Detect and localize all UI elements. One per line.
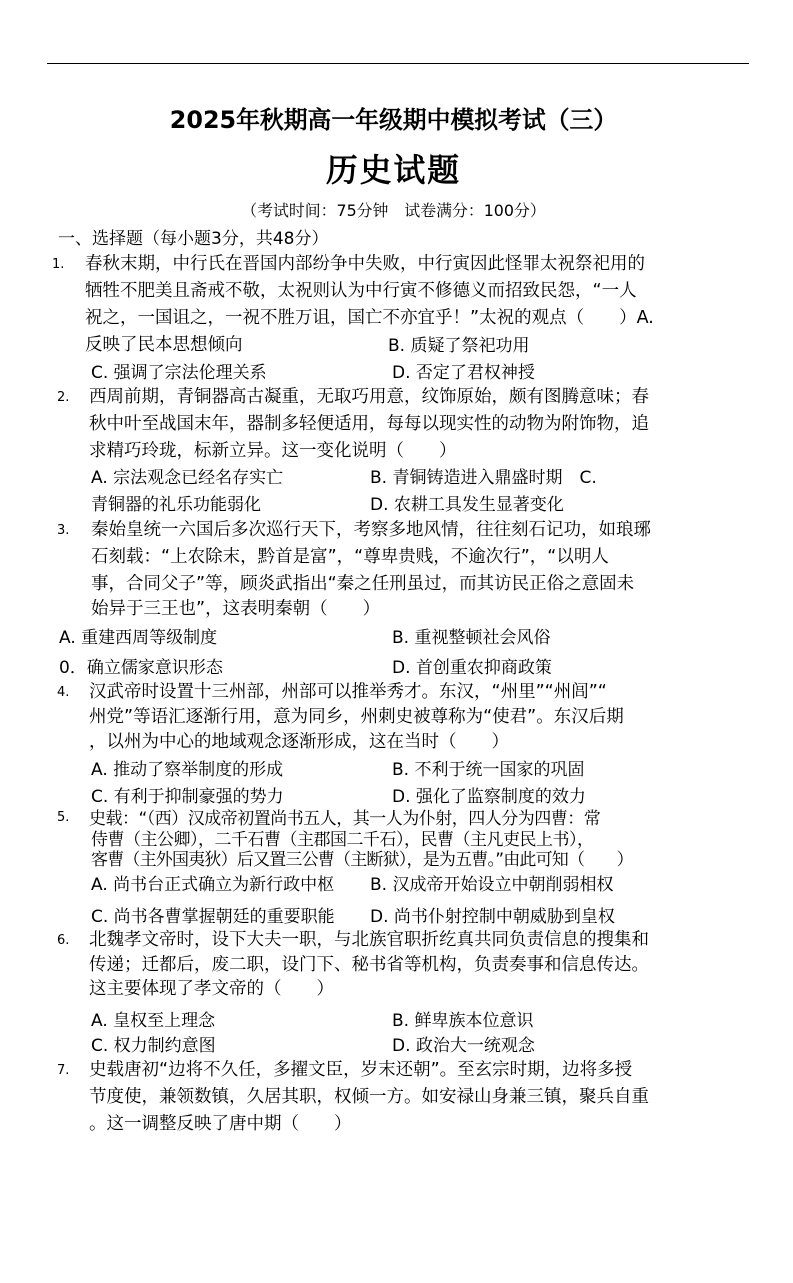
question-text-line: 秋中叶至战国末年，器制多轻便适用，每每以现实性的动物为附饰物，追 bbox=[89, 414, 649, 434]
option-a: A. 尚书台正式确立为新行政中枢 bbox=[91, 875, 335, 895]
option-b: B. 重视整顿社会风俗 bbox=[392, 628, 551, 648]
question-text-line: 传递；迁都后，废二职，设门下、秘书省等机构，负责奏事和信息传达。 bbox=[89, 955, 649, 975]
option-d: D. 尚书仆射控制中朝威胁到皇权 bbox=[370, 907, 615, 927]
option-b: B. 汉成帝开始设立中朝削弱相权 bbox=[370, 875, 614, 895]
question-text-line: 事，合同父子”等，顾炎武指出“秦之任刑虽过，而其访民正俗之意固未 bbox=[91, 574, 635, 594]
question-text-line: 侍曹（主公卿），二千石曹（主郡国二千石），民曹（主凡吏民上书）， bbox=[91, 830, 594, 850]
option-d: D. 强化了监察制度的效力 bbox=[392, 787, 586, 807]
option-c: C. 权力制约意图 bbox=[91, 1036, 216, 1056]
question-text-line: 。这一调整反映了唐中期（ ） bbox=[89, 1114, 352, 1134]
option-a: 反映了民本思想倾向 bbox=[85, 335, 243, 355]
exam-title: 2025年秋期高一年级期中模拟考试（三） bbox=[169, 106, 618, 134]
option-b: B. 质疑了祭祀功用 bbox=[388, 336, 530, 356]
question-text-line: 牺牲不肥美且斋戒不敬，太祝则认为中行寅不修德义而招致民怨，“一人 bbox=[85, 281, 637, 301]
question-text-line: 春秋末期，中行氏在晋国内部纷争中失败，中行寅因此怪罪太祝祭祀用的 bbox=[85, 254, 645, 274]
question-number: 2. bbox=[57, 390, 70, 405]
question-text-line: 求精巧玲珑，标新立异。这一变化说明（ ） bbox=[89, 441, 457, 461]
question-text-line: 石刻载：“上农除末，黔首是富”，“尊卑贵贱，不逾次行”，“以明人 bbox=[91, 547, 609, 567]
option-a: A. 重建西周等级制度 bbox=[59, 628, 218, 648]
option-b: B. 不利于统一国家的巩固 bbox=[392, 760, 585, 780]
option-a: A. 皇权至上理念 bbox=[91, 1011, 216, 1031]
question-text-line: 始异于三王也”，这表明秦朝（ ） bbox=[91, 599, 381, 619]
question-text-line: 史载唐初“边将不久任，多擢文臣，岁末还朝”。至玄宗时期，边将多授 bbox=[89, 1060, 633, 1080]
question-number: 3. bbox=[57, 523, 70, 538]
header-rule bbox=[47, 63, 749, 64]
question-text-line: 秦始皇统一六国后多次巡行天下，考察多地风情，往往刻石记功，如琅琊 bbox=[91, 520, 651, 540]
question-number: 6. bbox=[57, 933, 70, 948]
option-c: 青铜器的礼乐功能弱化 bbox=[91, 495, 261, 515]
question-text-line: 北魏孝文帝时，设下大夫一职，与北族官职折纥真共同负责信息的搜集和 bbox=[89, 930, 649, 950]
question-number: 1. bbox=[52, 257, 65, 272]
question-number: 4. bbox=[57, 685, 70, 700]
option-a: A. 推动了察举制度的形成 bbox=[91, 760, 284, 780]
question-text-line: 祝之，一国诅之，一祝不胜万诅，国亡不亦宜乎！”太祝的观点（ ）A. bbox=[85, 308, 654, 328]
option-c: 0．确立儒家意识形态 bbox=[59, 658, 223, 678]
question-number: 5. bbox=[57, 810, 70, 825]
option-d: D. 农耕工具发生显著变化 bbox=[370, 495, 564, 515]
option-c: C. 强调了宗法伦理关系 bbox=[91, 363, 267, 383]
option-d: D. 政治大一统观念 bbox=[392, 1036, 535, 1056]
question-text-line: 客曹（主外国夷狄）后又置三公曹（主断狱），是为五曹。”由此可知（ ） bbox=[91, 850, 633, 870]
option-a: A. 宗法观念已经名存实亡 bbox=[91, 468, 284, 488]
option-b: B. 青铜铸造进入鼎盛时期 C. bbox=[370, 468, 597, 488]
question-text-line: 这主要体现了孝文帝的（ ） bbox=[89, 979, 334, 999]
question-text-line: ，以州为中心的地域观念逐渐形成，这在当时（ ） bbox=[89, 732, 509, 752]
question-text-line: 西周前期，青铜器高古凝重，无取巧用意，纹饰原始，颇有图腾意味；春 bbox=[89, 387, 649, 407]
option-d: D. 否定了君权神授 bbox=[392, 363, 535, 383]
option-d: D. 首创重农抑商政策 bbox=[392, 658, 552, 678]
subject-title: 历史试题 bbox=[325, 151, 461, 189]
question-number: 7. bbox=[57, 1063, 70, 1078]
option-c: C. 有利于抑制豪强的势力 bbox=[91, 787, 284, 807]
option-c: C. 尚书各曹掌握朝廷的重要职能 bbox=[91, 907, 335, 927]
question-text-line: 节度使，兼领数镇，久居其职，权倾一方。如安禄山身兼三镇，聚兵自重 bbox=[89, 1087, 649, 1107]
section-heading: 一、选择题（每小题3分，共48分） bbox=[58, 229, 329, 249]
option-b: B. 鲜卑族本位意识 bbox=[392, 1011, 534, 1031]
exam-info: （考试时间：75分钟 试卷满分：100分） bbox=[241, 201, 546, 220]
question-text-line: 史载：“（西）汉成帝初置尚书五人，其一人为仆射，四人分为四曹：常 bbox=[89, 809, 601, 829]
question-text-line: 汉武帝时设置十三州部，州部可以推举秀才。东汉，“州里”“州闾”“ bbox=[89, 682, 607, 702]
question-text-line: 州党”等语汇逐渐行用，意为同乡，州刺史被尊称为“使君”。东汉后期 bbox=[89, 707, 624, 727]
